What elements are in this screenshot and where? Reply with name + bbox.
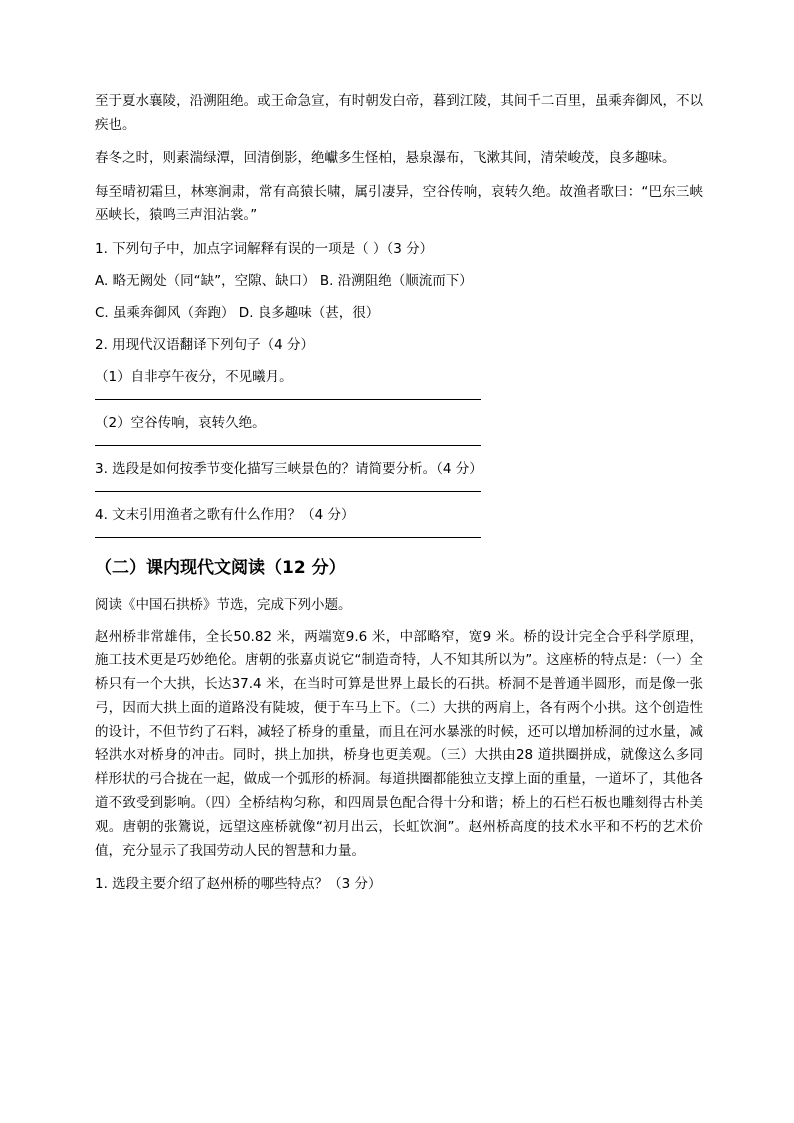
classical-paragraph-3: 每至晴初霜旦，林寒涧肃，常有高猿长啸，属引凄异，空谷传响，哀转久绝。故渔者歌曰：“巴东三峡巫峡长，猿鸣三声泪沾裳。” — [95, 183, 703, 223]
question-2-item-1: （1）自非亭午夜分，不见曦月。 — [95, 368, 293, 385]
reading-intro: 阅读《中国石拱桥》节选，完成下列小题。 — [95, 596, 352, 613]
classical-paragraph-1: 至于夏水襄陵，沿溯阻绝。或王命急宣，有时朝发白帝，暮到江陵，其间千二百里，虽乘奔御风，不以疾也。 — [95, 93, 703, 133]
classical-paragraph-2: 春冬之时，则素湍绿潭，回清倒影，绝巘多生怪柏，悬泉瀑布，飞漱其间，清荣峻茂，良多趣味。 — [95, 150, 676, 166]
answer-line[interactable] — [95, 537, 481, 538]
modern-question-1: 1. 选段主要介绍了赵州桥的哪些特点？（3 分） — [95, 876, 382, 893]
page-content — [95, 90, 703, 905]
question-1: 1. 下列句子中，加点字词解释有误的一项是（ ）（3 分） — [95, 240, 434, 257]
question-4: 4. 文末引用渔者之歌有什么作用？（4 分） — [95, 506, 355, 523]
question-1-options-ab: A. 略无阙处（同“缺”，空隙、缺口） B. 沿溯阻绝（顺流而下） — [95, 272, 473, 289]
question-1-options-cd: C. 虽乘奔御风（奔跑） D. 良多趣味（甚，很） — [95, 304, 380, 321]
modern-passage: 赵州桥非常雄伟，全长50.82 米，两端宽9.6 米，中部略窄，宽9 米。桥的设计完全合乎科学原理，施工技术更是巧妙绝伦。唐朝的张嘉贞说它“制造奇特，人不知其所以为”。这座桥的特点是：（一）全桥只有一个大拱，长达37.4 米，在当时可算是世界上最长的石拱。桥洞不是普通半圆形，而是像一张弓，因而大拱上面的道路没有陡坡，便于车马上下。（二）大拱的两肩上，各有两个小拱。这个创造性的设计，不但节约了石料，减轻了桥身的重量，而且在河水暴涨的时候，还可以增加桥洞的过水量，减轻洪水对桥身的冲击。同时，拱上加拱，桥身也更美观。（三）大拱由28 道拱圈拼成，就像这么多同样形状的弓合拢在一起，做成一个弧形的桥洞。每道拱圈都能独立支撑上面的重量，一道坏了，其他各道不致受到影响。（四）全桥结构匀称，和四周景色配合得十分和谐；桥上的石栏石板也雕刻得古朴美观。唐朝的张鷟说，远望这座桥就像“初月出云，长虹饮涧”。赵州桥高度的技术水平和不朽的艺术价值，充分显示了我国劳动人民的智慧和力量。 — [95, 628, 703, 859]
answer-line[interactable] — [95, 399, 481, 400]
answer-line[interactable] — [95, 491, 481, 492]
section-title: （二）课内现代文阅读（12 分） — [95, 557, 346, 578]
question-2: 2. 用现代汉语翻译下列句子（4 分） — [95, 336, 315, 353]
answer-line[interactable] — [95, 445, 481, 446]
question-2-item-2: （2）空谷传响，哀转久绝。 — [95, 414, 266, 431]
question-3: 3. 选段是如何按季节变化描写三峡景色的？请简要分析。（4 分） — [95, 460, 483, 477]
